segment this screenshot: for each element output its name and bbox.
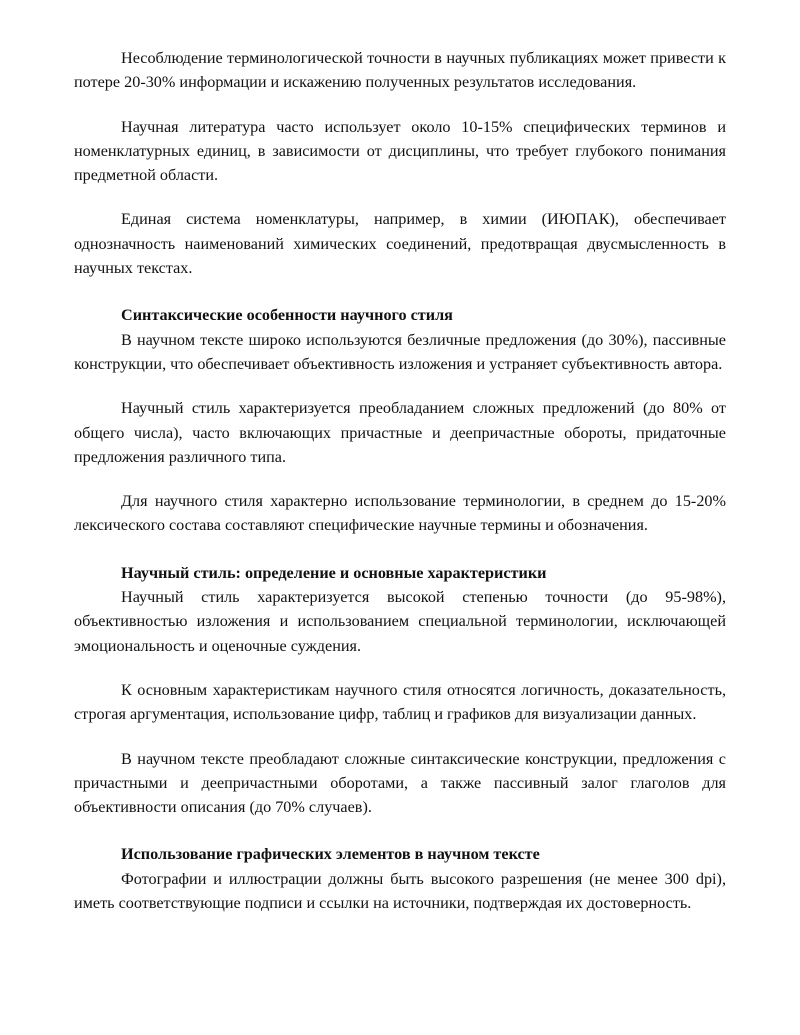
- paragraph: В научном тексте широко используются безличные предложения (до 30%), пассивные конструкции, что обеспечивает объективность изложения и устраняет субъективность автора.: [74, 330, 726, 373]
- section-heading-definition: Научный стиль: определение и основные характеристики: [121, 563, 547, 582]
- paragraph: Единая система номенклатуры, например, в химии (ИЮПАК), обеспечивает однозначность наименований химических соединений, предотвращая двусмысленность в научных текстах.: [74, 210, 726, 278]
- paragraph: Научная литература часто использует около 10-15% специфических терминов и номенклатурных единиц, в зависимости от дисциплины, что требует глубокого понимания предметной области.: [74, 117, 726, 185]
- section-heading-syntax: Синтаксические особенности научного стиля: [121, 306, 453, 325]
- section-heading-graphics: Использование графических элементов в научном тексте: [121, 845, 540, 864]
- document-body: [74, 46, 726, 915]
- paragraph: Несоблюдение терминологической точности в научных публикациях может привести к потере 20-30% информации и искажению полученных результатов исследования.: [74, 49, 726, 92]
- paragraph: Научный стиль характеризуется преобладанием сложных предложений (до 80% от общего числа), часто включающих причастные и деепричастные обороты, придаточные предложения различного типа.: [74, 399, 726, 466]
- paragraph: Фотографии и иллюстрации должны быть высокого разрешения (не менее 300 dpi), иметь соответствующие подписи и ссылки на источники, подтверждая их достоверность.: [74, 869, 726, 913]
- paragraph: В научном тексте преобладают сложные синтаксические конструкции, предложения с причастными и деепричастными оборотами, а также пассивный залог глаголов для объективности описания (до 70% случаев).: [74, 749, 726, 817]
- paragraph: Научный стиль характеризуется высокой степенью точности (до 95-98%), объективностью изложения и использованием специальной терминологии, исключающей эмоциональность и оценочные суждения.: [74, 588, 726, 655]
- paragraph: Для научного стиля характерно использование терминологии, в среднем до 15-20% лексического состава составляют специфические научные термины и обозначения.: [74, 492, 726, 535]
- paragraph: К основным характеристикам научного стиля относятся логичность, доказательность, строгая аргументация, использование цифр, таблиц и графиков для визуализации данных.: [74, 680, 726, 724]
